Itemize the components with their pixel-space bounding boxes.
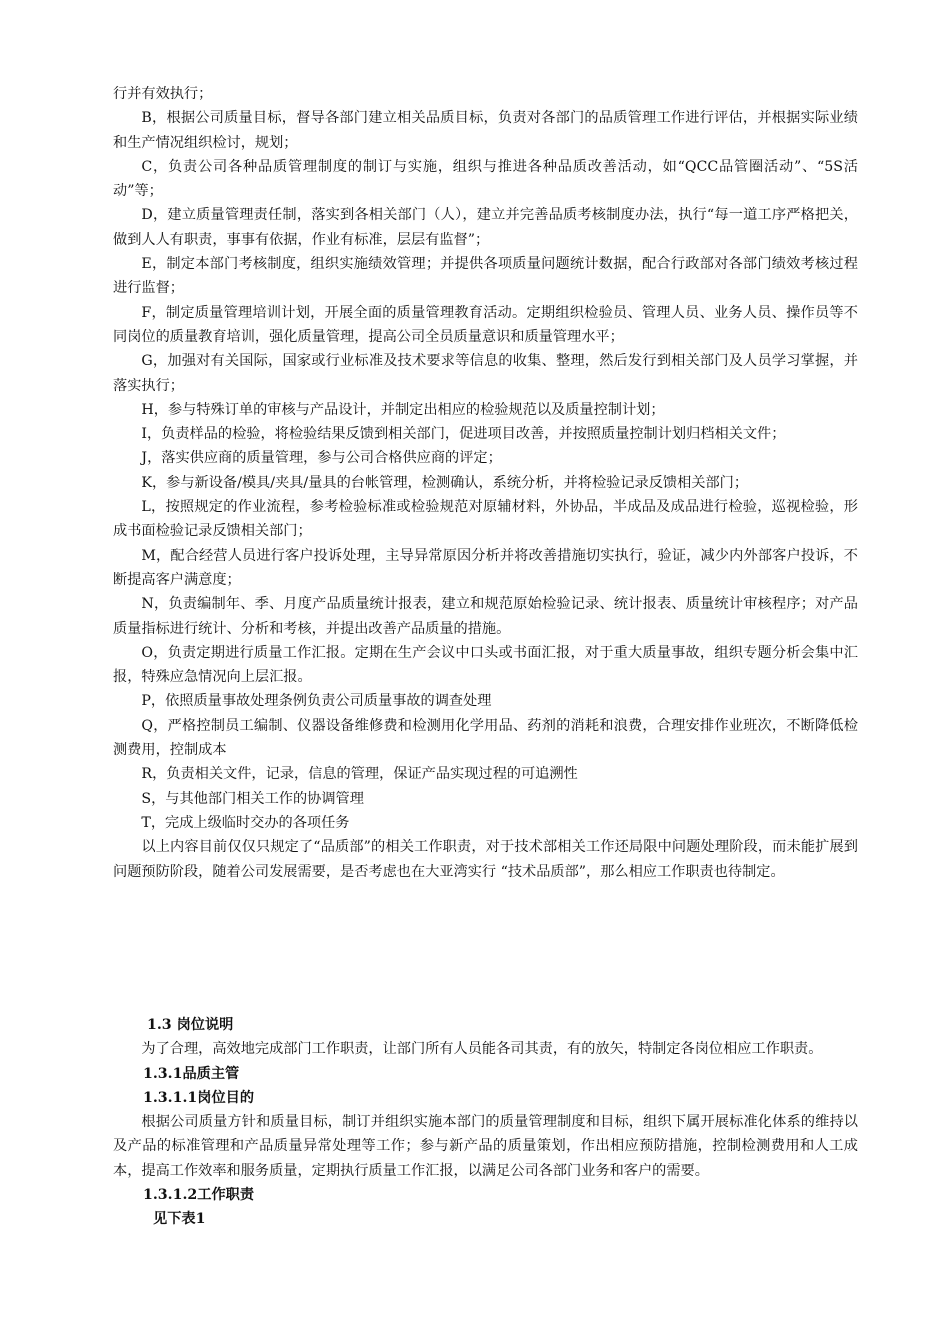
duty-item-s: S，与其他部门相关工作的协调管理 xyxy=(141,790,364,807)
purpose-heading: 1.3.1.1岗位目的 xyxy=(143,1089,255,1106)
duty-item-m: M，配合经营人员进行客户投诉处理，主导异常原因分析并将改善措施切实执行，验证，减少内外部客户投诉，不断提高客户满意度； xyxy=(113,547,858,588)
section-intro: 为了合理，高效地完成部门工作职责，让部门所有人员能各司其责，有的放矢，特制定各岗位相应工作职责。 xyxy=(141,1041,823,1058)
duty-item-t: T，完成上级临时交办的各项任务 xyxy=(141,814,350,831)
duty-item-h: H，参与特殊订单的审核与产品设计，并制定出相应的检验规范以及质量控制计划； xyxy=(141,401,665,418)
section-1-3 xyxy=(113,1013,858,1232)
duty-item-j: J，落实供应商的质量管理，参与公司合格供应商的评定； xyxy=(141,450,502,467)
duty-item-d: D，建立质量管理责任制，落实到各相关部门（人），建立并完善品质考核制度办法，执行“每一道工序严格把关，做到人人有职责，事事有依据，作业有标准，层层有监督”； xyxy=(113,207,858,248)
duties-heading: 1.3.1.2工作职责 xyxy=(143,1187,255,1204)
duty-item-q: Q，严格控制员工编制、仪器设备维修费和检测用化学用品、药剂的消耗和浪费，合理安排作业班次，不断降低检测费用，控制成本 xyxy=(113,717,858,759)
duty-item-l: L，按照规定的作业流程，参考检验标准或检验规范对原辅材料，外协品，半成品及成品进行检验，巡视检验，形成书面检验记录反馈相关部门； xyxy=(113,499,858,540)
duty-item-i: I，负责样品的检验，将检验结果反馈到相关部门，促进项目改善，并按照质量控制计划归档相关文件； xyxy=(141,426,786,443)
intro-tail-text: 行并有效执行； xyxy=(113,86,213,102)
duty-item-c: C，负责公司各种品质管理制度的制订与实施，组织与推进各种品质改善活动，如“QCC品管圈活动”、“5S活动”等； xyxy=(113,158,858,200)
duties-list xyxy=(113,82,858,884)
sub-heading-quality-supervisor: 1.3.1品质主管 xyxy=(143,1065,240,1082)
summary-paragraph: 以上内容目前仅仅只规定了“品质部”的相关工作职责，对于技术部相关工作还局限中问题处理阶段，而未能扩展到问题预防阶段，随着公司发展需要，是否考虑也在大亚湾实行 “技术品质部”，那么相应工作职责也待制定。 xyxy=(113,839,858,880)
duty-item-p: P，依照质量事故处理条例负责公司质量事故的调查处理 xyxy=(141,693,492,710)
duty-item-b: B，根据公司质量目标，督导各部门建立相关品质目标，负责对各部门的品质管理工作进行评估，并根据实际业绩和生产情况组织检讨，规划； xyxy=(113,110,858,151)
duty-item-n: N，负责编制年、季、月度产品质量统计报表，建立和规范原始检验记录、统计报表、质量统计审核程序；对产品质量指标进行统计、分析和考核，并提出改善产品质量的措施。 xyxy=(113,596,858,637)
duty-item-o: O，负责定期进行质量工作汇报。定期在生产会议中口头或书面汇报，对于重大质量事故，组织专题分析会集中汇报，特殊应急情况向上层汇报。 xyxy=(113,644,858,686)
see-table-note: 见下表1 xyxy=(153,1211,206,1228)
duty-item-r: R，负责相关文件，记录，信息的管理，保证产品实现过程的可追溯性 xyxy=(141,766,578,783)
purpose-text: 根据公司质量方针和质量目标，制订并组织实施本部门的质量管理制度和目标，组织下属开展标准化体系的维持以及产品的标准管理和产品质量异常处理等工作；参与新产品的质量策划，作出相应预防措施，控制检测费用和人工成本，提高工作效率和服务质量，定期执行质量工作汇报，以满足公司各部门业务和客户的需要。 xyxy=(113,1114,858,1179)
section-heading: 1.3 岗位说明 xyxy=(147,1017,234,1033)
duty-item-g: G，加强对有关国际，国家或行业标准及技术要求等信息的收集、整理，然后发行到相关部门及人员学习掌握，并落实执行； xyxy=(113,353,858,394)
duty-item-k: K，参与新设备/模具/夹具/量具的台帐管理，检测确认，系统分析，并将检验记录反馈相关部门； xyxy=(141,474,749,491)
duty-item-f: F，制定质量管理培训计划，开展全面的质量管理教育活动。定期组织检验员、管理人员、业务人员、操作员等不同岗位的质量教育培训，强化质量管理，提高公司全员质量意识和质量管理水平； xyxy=(113,304,858,345)
duty-item-e: E，制定本部门考核制度，组织实施绩效管理；并提供各项质量问题统计数据，配合行政部对各部门绩效考核过程进行监督； xyxy=(113,256,858,297)
